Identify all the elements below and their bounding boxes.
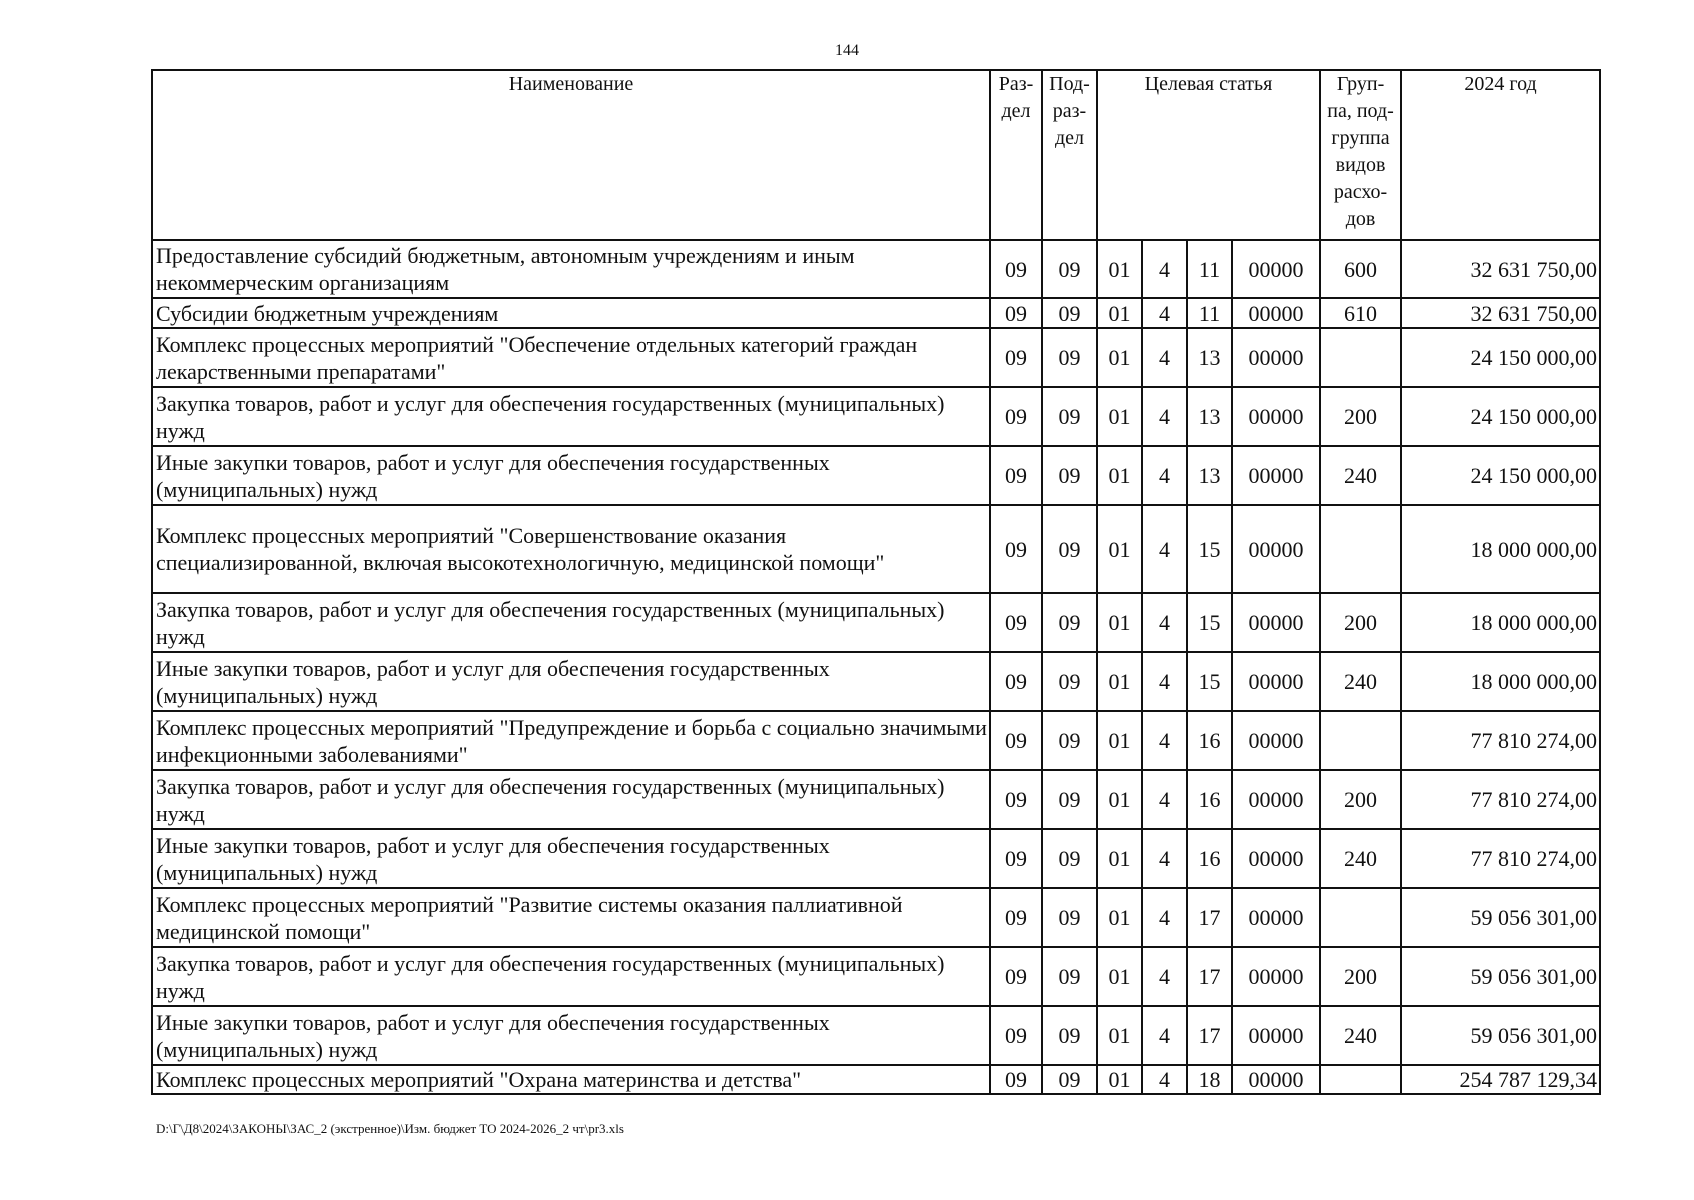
row-amount: 32 631 750,00: [1401, 298, 1600, 328]
row-amount: 18 000 000,00: [1401, 652, 1600, 711]
row-podrazdel: 09: [1042, 1006, 1097, 1065]
row-target-part2: 4: [1142, 240, 1187, 298]
row-target-part4: 00000: [1232, 328, 1320, 387]
row-target-part2: 4: [1142, 298, 1187, 328]
row-podrazdel: 09: [1042, 240, 1097, 298]
row-target-part2: 4: [1142, 652, 1187, 711]
row-target-part1: 01: [1097, 240, 1142, 298]
table-header-row: [152, 70, 1600, 240]
row-podrazdel: 09: [1042, 888, 1097, 947]
row-target-part1: 01: [1097, 888, 1142, 947]
row-target-part1: 01: [1097, 298, 1142, 328]
row-target-part1: 01: [1097, 947, 1142, 1006]
row-target-part1: 01: [1097, 770, 1142, 829]
row-target-part3: 17: [1187, 1006, 1232, 1065]
row-podrazdel: 09: [1042, 387, 1097, 446]
row-expense-group: 200: [1320, 387, 1401, 446]
row-target-part3: 16: [1187, 829, 1232, 888]
header-year: 2024 год: [1401, 70, 1600, 240]
row-razdel: 09: [990, 829, 1042, 888]
row-expense-group: [1320, 888, 1401, 947]
row-name: Закупка товаров, работ и услуг для обеспечения государственных (муниципальных) нужд: [152, 947, 990, 1006]
row-target-part4: 00000: [1232, 240, 1320, 298]
row-razdel: 09: [990, 298, 1042, 328]
row-target-part1: 01: [1097, 446, 1142, 505]
row-target-part1: 01: [1097, 1065, 1142, 1094]
row-amount: 18 000 000,00: [1401, 593, 1600, 652]
row-target-part2: 4: [1142, 1006, 1187, 1065]
row-amount: 254 787 129,34: [1401, 1065, 1600, 1094]
row-amount: 59 056 301,00: [1401, 947, 1600, 1006]
table-row: [152, 328, 1600, 387]
table-row: [152, 1065, 1600, 1094]
table-row: [152, 387, 1600, 446]
row-target-part1: 01: [1097, 387, 1142, 446]
row-target-part4: 00000: [1232, 1006, 1320, 1065]
table-row: [152, 888, 1600, 947]
row-target-part3: 16: [1187, 770, 1232, 829]
row-target-part4: 00000: [1232, 947, 1320, 1006]
row-amount: 77 810 274,00: [1401, 829, 1600, 888]
row-razdel: 09: [990, 770, 1042, 829]
row-target-part1: 01: [1097, 328, 1142, 387]
row-target-part3: 11: [1187, 240, 1232, 298]
table-body: [152, 240, 1600, 1094]
row-razdel: 09: [990, 1065, 1042, 1094]
row-podrazdel: 09: [1042, 947, 1097, 1006]
row-podrazdel: 09: [1042, 652, 1097, 711]
row-target-part3: 15: [1187, 505, 1232, 593]
row-target-part2: 4: [1142, 947, 1187, 1006]
table-row: [152, 770, 1600, 829]
row-expense-group: 240: [1320, 446, 1401, 505]
row-razdel: 09: [990, 446, 1042, 505]
row-target-part1: 01: [1097, 1006, 1142, 1065]
row-name: Иные закупки товаров, работ и услуг для обеспечения государственных (муниципальных) нужд: [152, 446, 990, 505]
row-target-part2: 4: [1142, 1065, 1187, 1094]
table-row: [152, 829, 1600, 888]
row-target-part3: 18: [1187, 1065, 1232, 1094]
header-expense-group: Груп- па, под- группа видов расхо- дов: [1320, 70, 1401, 240]
row-podrazdel: 09: [1042, 593, 1097, 652]
row-amount: 24 150 000,00: [1401, 446, 1600, 505]
row-podrazdel: 09: [1042, 829, 1097, 888]
row-amount: 77 810 274,00: [1401, 770, 1600, 829]
row-target-part3: 15: [1187, 652, 1232, 711]
row-expense-group: 200: [1320, 593, 1401, 652]
row-target-part4: 00000: [1232, 652, 1320, 711]
row-amount: 32 631 750,00: [1401, 240, 1600, 298]
row-target-part4: 00000: [1232, 505, 1320, 593]
row-amount: 59 056 301,00: [1401, 888, 1600, 947]
row-name: Закупка товаров, работ и услуг для обеспечения государственных (муниципальных) нужд: [152, 593, 990, 652]
row-target-part2: 4: [1142, 328, 1187, 387]
row-target-part4: 00000: [1232, 888, 1320, 947]
row-target-part4: 00000: [1232, 1065, 1320, 1094]
row-podrazdel: 09: [1042, 328, 1097, 387]
row-target-part2: 4: [1142, 829, 1187, 888]
row-name: Комплекс процессных мероприятий "Совершенствование оказания специализированной, включая высокотехнологичную, медицинской помощи": [152, 505, 990, 593]
row-target-part1: 01: [1097, 652, 1142, 711]
row-name: Предоставление субсидий бюджетным, автономным учреждениям и иным некоммерческим организациям: [152, 240, 990, 298]
row-name: Иные закупки товаров, работ и услуг для обеспечения государственных (муниципальных) нужд: [152, 652, 990, 711]
table-row: [152, 947, 1600, 1006]
row-name: Комплекс процессных мероприятий "Развитие системы оказания паллиативной медицинской помощи": [152, 888, 990, 947]
row-razdel: 09: [990, 947, 1042, 1006]
row-amount: 18 000 000,00: [1401, 505, 1600, 593]
row-razdel: 09: [990, 505, 1042, 593]
row-expense-group: 200: [1320, 947, 1401, 1006]
table-row: [152, 1006, 1600, 1065]
row-target-part2: 4: [1142, 446, 1187, 505]
row-target-part2: 4: [1142, 711, 1187, 770]
row-target-part2: 4: [1142, 505, 1187, 593]
row-amount: 59 056 301,00: [1401, 1006, 1600, 1065]
row-expense-group: 240: [1320, 652, 1401, 711]
row-name: Иные закупки товаров, работ и услуг для обеспечения государственных (муниципальных) нужд: [152, 1006, 990, 1065]
page-number: 144: [835, 42, 859, 59]
file-path-footer: D:\Г\Д8\2024\ЗАКОНЫ\ЗАС_2 (экстренное)\Изм. бюджет ТО 2024-2026_2 чт\pr3.xls: [156, 1121, 624, 1136]
row-name: Иные закупки товаров, работ и услуг для обеспечения государственных (муниципальных) нужд: [152, 829, 990, 888]
row-target-part1: 01: [1097, 829, 1142, 888]
table-row: [152, 593, 1600, 652]
row-target-part3: 17: [1187, 947, 1232, 1006]
table-row: [152, 505, 1600, 593]
row-target-part4: 00000: [1232, 770, 1320, 829]
row-razdel: 09: [990, 240, 1042, 298]
row-expense-group: 200: [1320, 770, 1401, 829]
row-expense-group: 600: [1320, 240, 1401, 298]
row-target-part2: 4: [1142, 387, 1187, 446]
row-target-part2: 4: [1142, 593, 1187, 652]
row-expense-group: [1320, 328, 1401, 387]
row-target-part4: 00000: [1232, 387, 1320, 446]
table-row: [152, 652, 1600, 711]
header-target-article: Целевая статья: [1097, 70, 1320, 240]
row-expense-group: 240: [1320, 1006, 1401, 1065]
row-razdel: 09: [990, 652, 1042, 711]
row-expense-group: [1320, 1065, 1401, 1094]
row-podrazdel: 09: [1042, 446, 1097, 505]
row-expense-group: [1320, 711, 1401, 770]
row-target-part4: 00000: [1232, 446, 1320, 505]
header-razdel: Раз- дел: [990, 70, 1042, 240]
row-razdel: 09: [990, 328, 1042, 387]
row-podrazdel: 09: [1042, 505, 1097, 593]
row-target-part3: 13: [1187, 446, 1232, 505]
row-razdel: 09: [990, 711, 1042, 770]
row-name: Закупка товаров, работ и услуг для обеспечения государственных (муниципальных) нужд: [152, 770, 990, 829]
table-row: [152, 298, 1600, 328]
table-row: [152, 240, 1600, 298]
row-amount: 24 150 000,00: [1401, 328, 1600, 387]
row-podrazdel: 09: [1042, 298, 1097, 328]
row-amount: 77 810 274,00: [1401, 711, 1600, 770]
row-target-part2: 4: [1142, 888, 1187, 947]
row-expense-group: 610: [1320, 298, 1401, 328]
row-target-part1: 01: [1097, 711, 1142, 770]
row-amount: 24 150 000,00: [1401, 387, 1600, 446]
row-razdel: 09: [990, 593, 1042, 652]
row-target-part4: 00000: [1232, 829, 1320, 888]
row-name: Комплекс процессных мероприятий "Охрана материнства и детства": [152, 1065, 990, 1094]
row-target-part3: 17: [1187, 888, 1232, 947]
table-row: [152, 446, 1600, 505]
header-podrazdel: Под- раз- дел: [1042, 70, 1097, 240]
budget-table: [151, 69, 1601, 1095]
row-podrazdel: 09: [1042, 711, 1097, 770]
row-expense-group: [1320, 505, 1401, 593]
table-row: [152, 711, 1600, 770]
row-expense-group: 240: [1320, 829, 1401, 888]
row-target-part1: 01: [1097, 593, 1142, 652]
row-target-part3: 13: [1187, 387, 1232, 446]
row-name: Закупка товаров, работ и услуг для обеспечения государственных (муниципальных) нужд: [152, 387, 990, 446]
row-name: Комплекс процессных мероприятий "Обеспечение отдельных категорий граждан лекарственными препаратами": [152, 328, 990, 387]
row-target-part4: 00000: [1232, 593, 1320, 652]
row-podrazdel: 09: [1042, 770, 1097, 829]
row-razdel: 09: [990, 1006, 1042, 1065]
row-target-part4: 00000: [1232, 298, 1320, 328]
row-target-part3: 13: [1187, 328, 1232, 387]
row-target-part3: 16: [1187, 711, 1232, 770]
row-target-part3: 15: [1187, 593, 1232, 652]
row-name: Субсидии бюджетным учреждениям: [152, 298, 990, 328]
row-razdel: 09: [990, 888, 1042, 947]
row-podrazdel: 09: [1042, 1065, 1097, 1094]
row-target-part2: 4: [1142, 770, 1187, 829]
header-name: Наименование: [152, 70, 990, 240]
row-target-part3: 11: [1187, 298, 1232, 328]
row-target-part4: 00000: [1232, 711, 1320, 770]
row-name: Комплекс процессных мероприятий "Предупреждение и борьба с социально значимыми инфекционными заболеваниями": [152, 711, 990, 770]
row-target-part1: 01: [1097, 505, 1142, 593]
row-razdel: 09: [990, 387, 1042, 446]
